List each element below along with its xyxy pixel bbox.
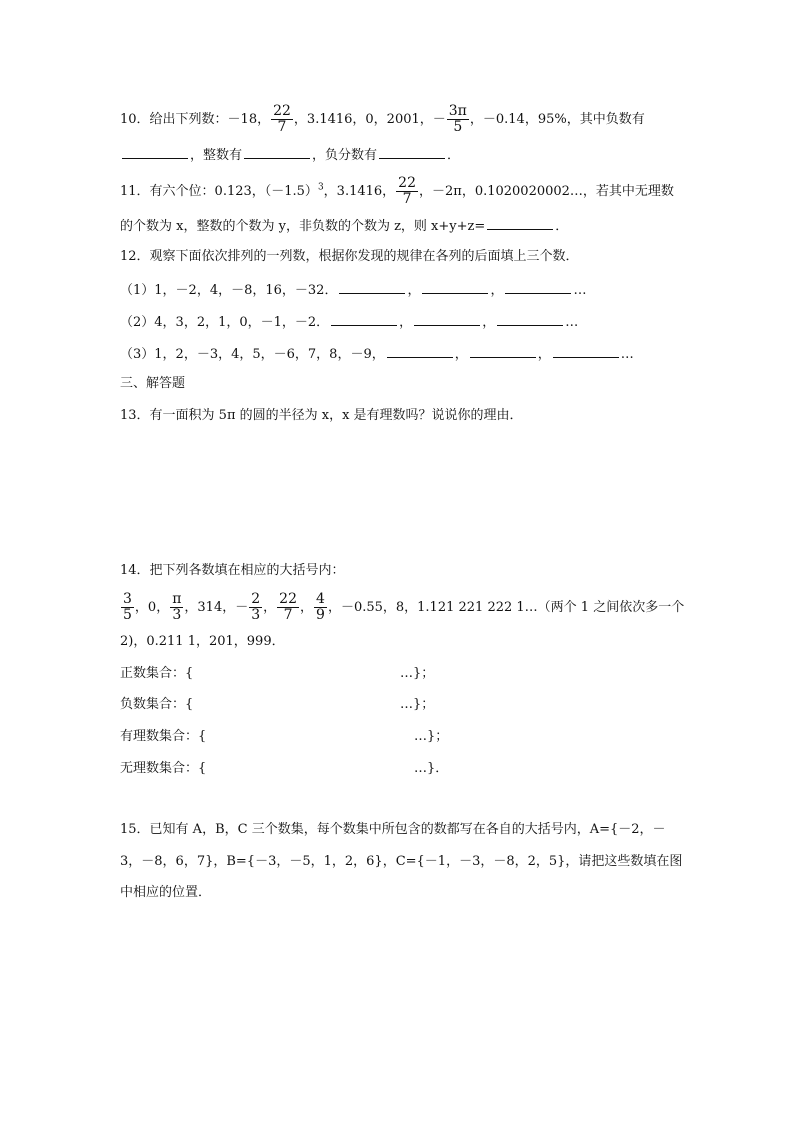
q13-text: 13．有一面积为 5π 的圆的半径为 x，x 是有理数吗？说说你的理由． [120,408,523,423]
answer-blank[interactable] [414,311,480,326]
q14-fraction: $\frac{3}{5}$ [123,591,132,623]
section-heading: 三、解答题 [120,376,186,391]
answer-blank[interactable] [470,343,536,358]
q10-line2: ，整数有 ，负分数有 ． [120,144,460,166]
q14-fraction: $\frac{2}{3}$ [251,591,261,623]
q11-line2: 的个数为 x，整数的个数为 y，非负数的个数为 z，则 x+y+z= ． [120,215,568,237]
answer-blank[interactable] [387,343,453,358]
q14-intro: 14．把下列各数填在相应的大括号内： [120,563,345,578]
answer-blank[interactable] [339,279,405,294]
answer-blank[interactable] [487,215,553,230]
q10-text: 10．给出下列数：－18， [120,112,271,127]
set-irrational: 无理数集合：{ …}． [120,761,449,776]
answer-blank[interactable] [379,144,445,159]
answer-blank[interactable] [497,311,563,326]
q14-fraction: $\frac{22}{7}$ [279,591,297,623]
answer-blank[interactable] [553,343,619,358]
q14-line3: 2)，0.211 1，201，999． [120,634,285,649]
q14-numbers-line: $\frac{3}{5}$ ，0， $\frac{\pi}{3}$ ，314，－ $\frac{2}{3}$ ， $\frac{22}{7}$ ， $\frac{4}{9}$ ，－0.55，8，1.121 221 222 1…（两个 1 之间依次多一个 [123,591,685,623]
q10-line1: 10．给出下列数：－18， $\frac{22}{7}$ ，3.1416，0，2001，－ $\frac{3\pi}{5}$ ，－0.14，95%，其中负数有 [120,103,645,135]
answer-blank[interactable] [122,144,188,159]
q12-row-2: （2）4，3，2，1，0，－1，－2． ， ， … [120,311,578,333]
q10-fraction-2: $\frac{3\pi}{5}$ [448,103,467,135]
answer-blank[interactable] [331,311,397,326]
set-positive: 正数集合：{ …}； [120,666,435,681]
answer-blank[interactable] [422,279,488,294]
q12-row-3: （3）1，2，－3，4，5，－6，7，8，－9， ， ， … [120,343,634,365]
q11-fraction: $\frac{22}{7}$ [398,175,416,207]
q11-line1: 11．有六个位：0.123，$(-1.5)^3$，3.1416， $\frac{22}{7}$ ，－2π，0.1020020002…，若其中无理数 [120,175,674,207]
q10-fraction-1: $\frac{22}{7}$ [273,103,291,135]
answer-blank[interactable] [505,279,571,294]
answer-blank[interactable] [244,144,310,159]
q14-fraction: $\frac{\pi}{3}$ [172,591,182,623]
q12-intro: 12．观察下面依次排列的一列数，根据你发现的规律在各列的后面填上三个数． [120,249,579,264]
q15-line3: 中相应的位置． [120,885,212,900]
set-rational: 有理数集合：{ …}； [120,729,449,744]
set-negative: 负数集合：{ …}； [120,697,435,712]
q12-row-1: （1）1，－2，4，－8，16，－32． ， ， … [120,279,586,301]
q15-line2: 3，－8，6，7}，B={－3，－5，1，2，6}，C={－1，－3，－8，2，5}，请把这些数填在图 [120,854,683,869]
q15-line1: 15．已知有 A，B，C 三个数集，每个数集中所包含的数都写在各自的大括号内，A={－2，－ [120,822,666,837]
q14-fraction: $\frac{4}{9}$ [316,591,325,623]
